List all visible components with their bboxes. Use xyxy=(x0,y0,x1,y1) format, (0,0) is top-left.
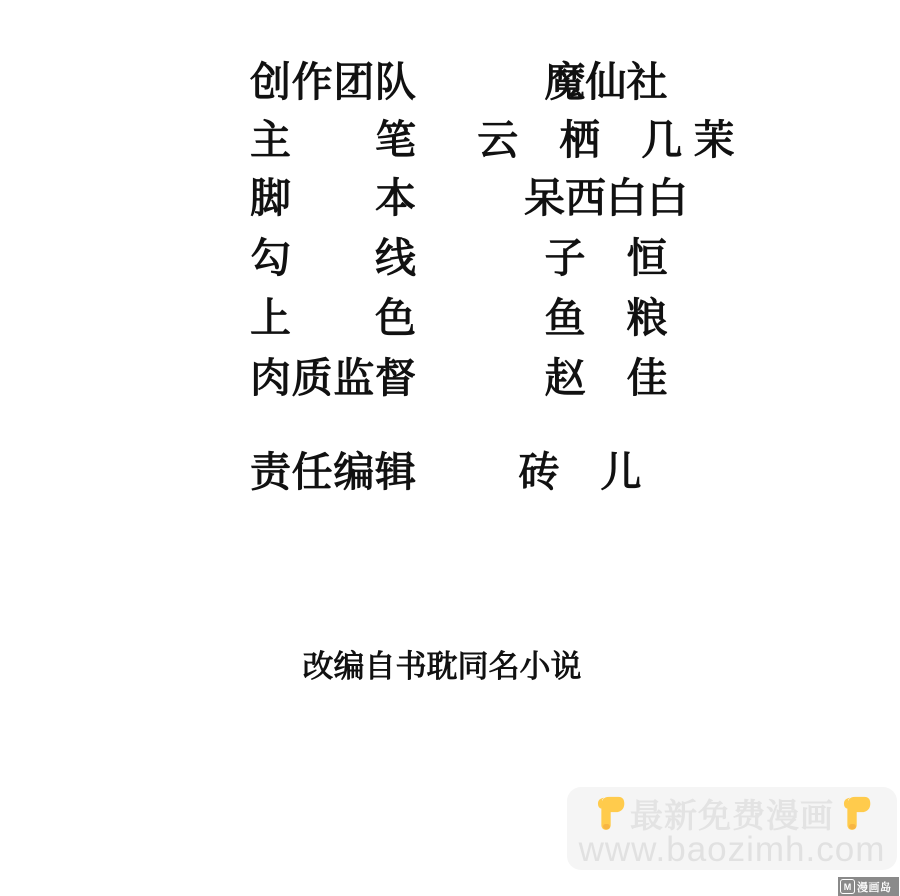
watermark-promo-text: 最新免费漫画 xyxy=(630,796,834,834)
credit-role: 脚本 xyxy=(250,175,416,221)
credit-name: 子 恒 xyxy=(544,235,668,281)
credits-row-editor xyxy=(250,442,762,502)
credit-name: 魔仙社 xyxy=(544,59,668,105)
adaptation-note: 改编自书耽同名小说 xyxy=(302,649,582,684)
credit-role: 勾线 xyxy=(250,235,416,281)
watermark-url: www.baozimh.com xyxy=(578,830,886,869)
credits-row-lineart xyxy=(250,228,762,288)
credit-role: 创作团队 xyxy=(250,59,416,105)
point-down-emoji-icon xyxy=(592,792,626,834)
credit-name: 鱼 粮 xyxy=(544,295,668,341)
manhuadao-logo-icon: M xyxy=(840,879,855,894)
manhuadao-badge-label: 漫画岛 xyxy=(857,881,892,894)
credit-name: 呆西白白 xyxy=(524,175,688,221)
credits-row-quality-supervision xyxy=(250,348,762,408)
credits-row-lead-artist xyxy=(250,110,762,170)
credit-name: 云 栖 几 茉 xyxy=(477,117,735,163)
credit-role: 肉质监督 xyxy=(250,355,416,401)
credits-row-script xyxy=(250,168,762,228)
watermark-promo-line xyxy=(567,791,897,835)
watermark-box xyxy=(567,787,897,870)
credit-name: 赵 佳 xyxy=(544,355,668,401)
credit-role: 上色 xyxy=(250,295,416,341)
credits-row-coloring xyxy=(250,288,762,348)
manhuadao-badge xyxy=(838,877,899,896)
credit-role: 责任编辑 xyxy=(250,449,416,495)
point-down-emoji-icon xyxy=(838,792,872,834)
credits-row-team xyxy=(250,52,762,112)
credit-name: 砖 儿 xyxy=(518,449,642,495)
credit-role: 主笔 xyxy=(250,117,416,163)
